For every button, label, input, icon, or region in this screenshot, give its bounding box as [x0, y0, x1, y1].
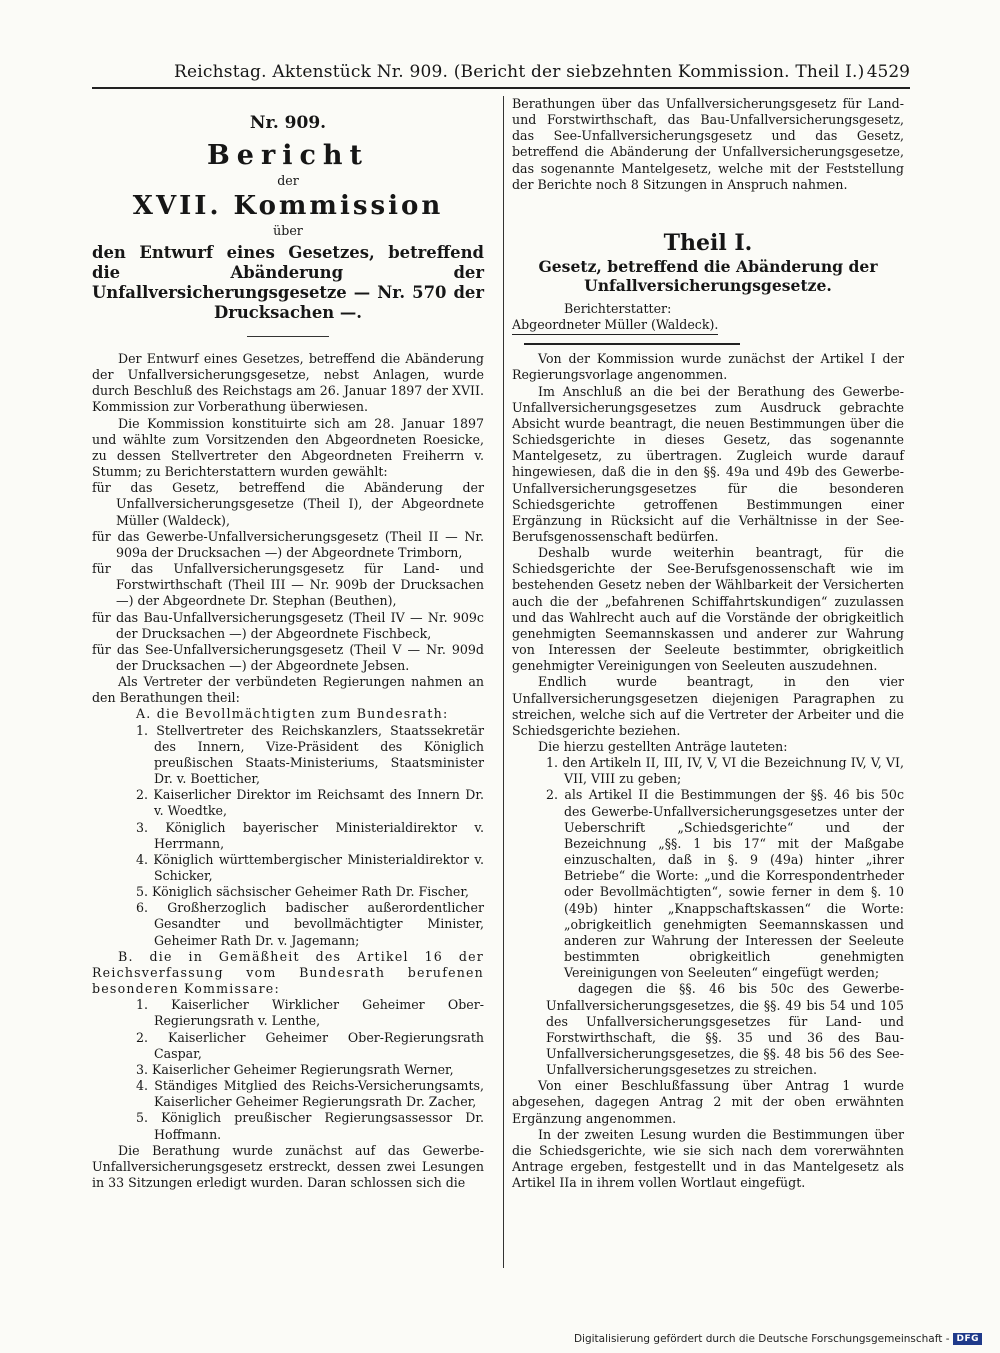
rapporteur-block [512, 301, 904, 317]
paragraph: Die Kommission konstituirte sich am 28. Januar 1897 und wählte zum Vorsitzenden den Abgeordneten Roesicke, zu dessen Stellvertreter den Abgeordneten Freiherrn v. Stumm; zu Berichterstattern wurden gewählt: [92, 415, 484, 480]
paragraph: Die hierzu gestellten Anträge lauteten: [538, 739, 788, 754]
list-item: 1. den Artikeln II, III, IV, V, VI die Bezeichnung IV, V, VI, VII, VIII zu geben; [546, 755, 904, 787]
document-subject: den Entwurf eines Gesetzes, betreffend die Abänderung der Unfallversicherungsgesetze — Nr. 570 der Drucksachen —. [92, 243, 484, 322]
paragraph: Berathungen über das Unfallversicherungsgesetz für Land- und Forstwirthschaft, das Bau-Unfallversicherungsgesetz, das See-Unfallversicherungsgesetz und das Gesetz, betreffend die Abänderung der Unfallversicherungsgesetze, das sogenannte Mantelgesetz, welche mit der Feststellung der Berichte noch 8 Sitzungen in Anspruch nahmen. [512, 96, 904, 192]
list-item: 4. Königlich württembergischer Ministerialdirektor v. Schicker, [136, 851, 484, 883]
list-item: 4. Ständiges Mitglied des Reichs-Versicherungsamts, Kaiserlicher Geheimer Regierungsrath Dr. Zacher, [136, 1078, 484, 1110]
paragraph: Von der Kommission wurde zunächst der Artikel I der Regierungsvorlage angenommen. [512, 351, 904, 383]
column-divider [503, 96, 504, 1268]
rapporteur-entry: für das Bau-Unfallversicherungsgesetz (Theil IV — Nr. 909c der Drucksachen —) der Abgeordnete Fischbeck, [92, 609, 484, 641]
rapporteur-entry: für das See-Unfallversicherungsgesetz (Theil V — Nr. 909d der Drucksachen —) der Abgeordnete Jebsen. [92, 641, 484, 673]
list-item: 2. Kaiserlicher Direktor im Reichsamt des Innern Dr. v. Woedtke, [136, 787, 484, 819]
document-number: Nr. 909. [249, 113, 327, 133]
digitization-credit [574, 1333, 982, 1345]
list-item: 3. Königlich bayerischer Ministerialdirektor v. Herrmann, [136, 819, 484, 851]
paragraph: Der Entwurf eines Gesetzes, betreffend die Abänderung der Unfallversicherungsgesetze, nebst Anlagen, wurde durch Beschluß des Reichstags am 26. Januar 1897 der XVII. Kommission zur Vorberathung überwiesen. [92, 351, 484, 415]
rapporteur-label: Berichterstatter: [564, 300, 672, 316]
paragraph: Endlich wurde beantragt, in den vier Unfallversicherungsgesetzen diejenigen Paragraphen zu streichen, welche sich auf die Vertreter der Arbeiter und die Schiedsgerichte beziehen. [512, 674, 904, 738]
list-item: 2. Kaiserlicher Geheimer Ober-Regierungsrath Caspar, [136, 1029, 484, 1061]
commission-title: XVII. Kommission [132, 191, 444, 221]
list-heading: B. die in Gemäßheit des Artikel 16 der Reichsverfassung vom Bundesrath berufenen besonderen Kommissare: [92, 948, 484, 997]
running-title: Reichstag. Aktenstück Nr. 909. (Bericht der siebzehnten Kommission. Theil I.) [174, 62, 865, 82]
dfg-logo: DFG [953, 1333, 982, 1345]
page-number: 4529 [866, 62, 910, 82]
title-der: der [277, 173, 299, 188]
paragraph: Im Anschluß an die bei der Berathung des Gewerbe-Unfallversicherungsgesetzes zum Ausdruck gebrachte Absicht wurde beantragt, die neuen Bestimmungen über die Schiedsgerichte in dieses Gesetz, das sogenannte Mantelgesetz, zu übertragen. Zugleich wurde darauf hingewiesen, daß die in den §§. 49a und 49b des Gewerbe-Unfallversicherungsgesetzes für die besonderen Schiedsgerichte getroffenen Bestimmungen einer Ergänzung in Rücksicht auf die Verhältnisse in der See-Berufsgenossenschaft bedürfen. [512, 383, 904, 544]
rapporteur-entry: für das Unfallversicherungsgesetz für Land- und Forstwirthschaft (Theil III — Nr. 909b der Drucksachen —) der Abgeordnete Dr. Stephan (Beuthen), [92, 561, 484, 609]
paragraph: Deshalb wurde weiterhin beantragt, für die Schiedsgerichte der See-Berufsgenossenschaft wie im bestehenden Gesetz neben der Wählbarkeit der Versicherten auch die der „befahrenen Schiffahrtskundigen“ zuzulassen und das Wahlrecht auch auf die Vorstände der obrigkeitlich genehmigten Seemannskassen und anderer zur Wahrung von Interessen der Seeleute bestimmter, obrigkeitlich genehmigter Vereinigungen von Seeleuten auszudehnen. [512, 545, 904, 674]
rapporteur-entry: für das Gesetz, betreffend die Abänderung der Unfallversicherungsgesetze (Theil I), der Abgeordnete Müller (Waldeck), [92, 480, 484, 528]
list-heading: A. die Bevollmächtigten zum Bundesrath: [136, 706, 449, 722]
credit-text: Digitalisierung gefördert durch die Deutsche Forschungsgemeinschaft - [573, 1333, 950, 1345]
header-rule [92, 87, 910, 89]
paragraph: Die Berathung wurde zunächst auf das Gewerbe-Unfallversicherungsgesetz erstreckt, dessen zwei Lesungen in 33 Sitzungen erledigt wurden. Daran schlossen sich die [92, 1142, 484, 1190]
rapporteur-name: Abgeordneter Müller (Waldeck). [512, 317, 718, 335]
list-item: 5. Königlich sächsischer Geheimer Rath Dr. Fischer, [136, 884, 470, 900]
list-item: 3. Kaiserlicher Geheimer Regierungsrath Werner, [136, 1061, 454, 1077]
paragraph: Von einer Beschlußfassung über Antrag 1 wurde abgesehen, dagegen Antrag 2 mit der oben erwähnten Ergänzung angenommen. [512, 1078, 904, 1126]
title-divider [247, 336, 329, 337]
list-item: 2. als Artikel II die Bestimmungen der §§. 46 bis 50c des Gewerbe-Unfallversicherungsgesetzes unter der Ueberschrift „Schiedsgerichte“ und der Bezeichnung „§§. 1 bis 17“ mit der Maßgabe einzuschalten, daß in §. 9 (49a) hinter „ihrer Betriebe“ die Worte: „und die Korrespondentrheder oder Bevollmächtigten“, sowie ferner in dem §. 10 (49b) hinter „Knappschaftskassen“ die Worte: „obrigkeitlich genehmigten Seemannskassen und anderen zur Wahrung der Interessen der Seeleute bestimmten obrigkeitlich genehmigten Vereinigungen von Seeleuten“ eingefügt werden; [546, 787, 904, 981]
right-column [512, 96, 904, 1191]
paragraph: In der zweiten Lesung wurden die Bestimmungen über die Schiedsgerichte, wie sie sich nach dem vorerwähnten Antrage ergeben, festgestellt und in das Mantelgesetz als Artikel IIa in ihrem vollen Wortlaut eingefügt. [512, 1126, 904, 1191]
title-ueber: über [273, 223, 303, 238]
section-title: Theil I. [663, 229, 753, 256]
left-column [92, 96, 484, 1191]
section-subtitle: Gesetz, betreffend die Abänderung der Unfallversicherungsgesetze. [538, 256, 878, 295]
paragraph: Als Vertreter der verbündeten Regierungen nahmen an den Berathungen theil: [92, 674, 484, 706]
document-title: Bericht [206, 140, 370, 171]
list-item: 6. Großherzoglich badischer außerordentlicher Gesandter und bevollmächtigter Minister, Geheimer Rath Dr. v. Jagemann; [136, 900, 484, 948]
list-item: 1. Stellvertreter des Reichskanzlers, Staatssekretär des Innern, Vize-Präsident des Königlich preußischen Staats-Ministeriums, Staatsminister Dr. v. Boetticher, [136, 722, 484, 787]
list-item: 1. Kaiserlicher Wirklicher Geheimer Ober-Regierungsrath v. Lenthe, [136, 997, 484, 1029]
section-divider [524, 343, 740, 345]
running-header [92, 60, 910, 90]
rapporteur-entry: für das Gewerbe-Unfallversicherungsgesetz (Theil II — Nr. 909a der Drucksachen —) der Abgeordnete Trimborn, [92, 528, 484, 560]
paragraph: dagegen die §§. 46 bis 50c des Gewerbe-Unfallversicherungsgesetzes, die §§. 49 bis 54 und 105 des Unfallversicherungsgesetzes für Land- und Forstwirthschaft, die §§. 35 und 36 des Bau-Unfallversicherungsgesetzes, die §§. 48 bis 56 des See-Unfallversicherungsgesetzes zu streichen. [546, 981, 904, 1078]
list-item: 5. Königlich preußischer Regierungsassessor Dr. Hoffmann. [136, 1110, 484, 1142]
